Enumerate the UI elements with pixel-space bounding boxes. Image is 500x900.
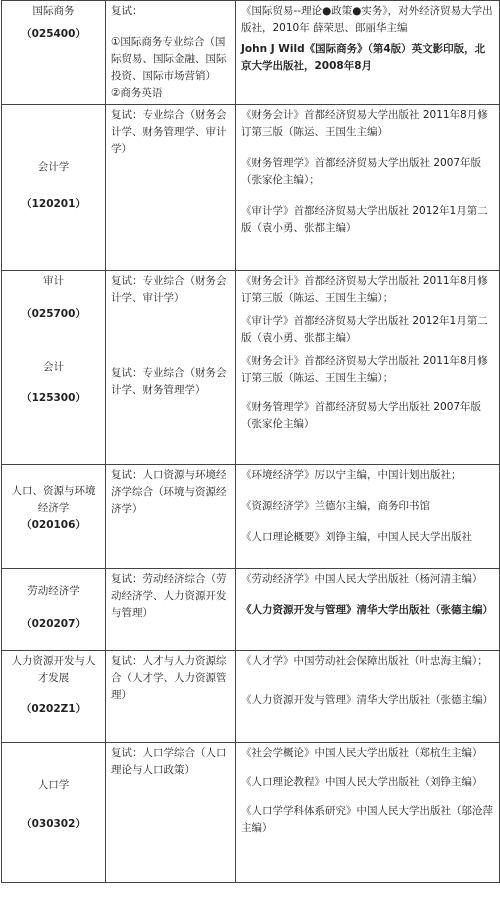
books-cell-line: 《人才学》中国劳动社会保障出版社（叶忠海主编）； [241, 655, 488, 667]
books-cell [236, 105, 500, 271]
exam-cell-line: 复试：专业综合（财务会计学、审计学） [111, 275, 227, 304]
table-row [2, 1, 500, 105]
exam-cell-line: 复试：专业综合（财务会计学、财务管理学、审计学） [111, 109, 227, 155]
books-cell-line: 《审计学》首都经济贸易大学出版社 2012年1月第二版（袁小勇、张都主编） [241, 205, 488, 234]
books-cell-line: 《财务管理学》首都经济贸易大学出版社 2007年版（张家伦主编） [241, 401, 482, 430]
books-cell-line: 《财务管理学》首都经济贸易大学出版社 2007年版（张家伦主编）； [241, 157, 482, 186]
books-cell-line: 《环境经济学》厉以宁主编，中国计划出版社； [241, 469, 462, 481]
major-cell-line: （125300） [21, 392, 86, 404]
major-cell [2, 743, 106, 883]
table-row [2, 569, 500, 651]
exam-cell [106, 271, 236, 465]
books-cell-line: 《人力资源开发与管理》清华大学出版社（张德主编） [241, 604, 493, 616]
books-cell [236, 651, 500, 743]
table-row [2, 465, 500, 569]
major-cell-line: 会计学 [37, 161, 70, 173]
books-cell-line: 《劳动经济学》中国人民大学出版社（杨河清主编） [241, 573, 483, 585]
major-cell-line: 审计 [43, 275, 64, 287]
major-cell [2, 569, 106, 651]
exam-cell [106, 105, 236, 271]
exam-cell [106, 651, 236, 743]
exam-cell-line: 复试：人口学综合（人口理论与人口政策） [111, 747, 227, 776]
exam-cell [106, 569, 236, 651]
books-cell-line: 《资源经济学》兰德尔主编，商务印书馆 [241, 500, 430, 512]
books-cell [236, 271, 500, 465]
exam-cell [106, 743, 236, 883]
major-cell-line: 劳动经济学 [27, 585, 80, 597]
books-cell-line: 《人口理论概要》刘铮主编，中国人民大学出版社 [241, 531, 472, 543]
exam-cell-line: 复试：劳动经济综合（劳动经济学、人力资源开发与管理） [111, 573, 227, 619]
major-cell [2, 1, 106, 105]
major-cell-line: （020207） [21, 618, 86, 630]
books-cell [236, 465, 500, 569]
books-cell-line: 《社会学概论》中国人民大学出版社（郑杭生主编） [241, 747, 483, 759]
exam-cell-line: 复试：人口资源与环境经济学综合（环境与资源经济学） [111, 469, 227, 515]
books-cell-line: 《财务会计》首都经济贸易大学出版社 2011年8月修订第三版（陈运、王国生主编） [241, 109, 488, 138]
table-body [2, 1, 500, 883]
table-row [2, 651, 500, 743]
table-row [2, 105, 500, 271]
major-cell [2, 465, 106, 569]
books-cell-line: 《国际贸易--理论●政策●实务》，对外经济贸易大学出版社，2010年 薛荣思、郎丽华主编 [241, 5, 493, 34]
major-cell [2, 651, 106, 743]
books-cell-line: 《审计学》首都经济贸易大学出版社 2012年1月第二版（袁小勇、张都主编） [241, 315, 488, 344]
major-cell-line: 人力资源开发与人才发展 [11, 655, 96, 684]
major-cell-line: （025700） [21, 308, 86, 320]
books-cell-line: 《财务会计》首都经济贸易大学出版社 2011年8月修订第三版（陈运、王国生主编）； [241, 355, 488, 384]
exam-cell-line: 复试： [111, 5, 143, 17]
books-cell [236, 569, 500, 651]
major-cell-line: 人口学 [37, 779, 70, 791]
major-cell-line: 会计 [43, 361, 64, 373]
exam-reference-table [1, 0, 500, 883]
major-cell-line: （030302） [21, 818, 86, 830]
books-cell-line: 《人力资源开发与管理》清华大学出版社（张德主编） [241, 694, 493, 706]
major-cell-line: （0202Z1） [20, 703, 87, 715]
major-cell [2, 105, 106, 271]
exam-cell [106, 465, 236, 569]
exam-cell-line: 复试：专业综合（财务会计学、财务管理学） [111, 367, 227, 396]
books-cell-line: 《财务会计》首都经济贸易大学出版社 2011年8月修订第三版（陈运、王国生主编）； [241, 275, 488, 304]
exam-cell-line: ②商务英语 [111, 87, 163, 99]
major-cell-line: （120201） [21, 198, 86, 210]
exam-cell-line: ①国际商务专业综合（国际贸易、国际金融、国际投资、国际市场营销） [111, 36, 227, 82]
major-cell-line: （025400） [21, 28, 86, 40]
books-cell [236, 743, 500, 883]
table-row [2, 743, 500, 883]
books-cell-line: 《人口学学科体系研究》中国人民大学出版社（邬沧萍主编） [241, 805, 493, 834]
major-cell [2, 271, 106, 465]
exam-cell [106, 1, 236, 105]
books-cell-line: 《人口理论教程》中国人民大学出版社（刘铮主编） [241, 776, 483, 788]
books-cell [236, 1, 500, 105]
major-cell-line: 人口、资源与环境经济学 [11, 485, 96, 514]
table-row [2, 271, 500, 465]
major-cell-line: 国际商务 [32, 5, 75, 17]
books-cell-line: John J Wild《国际商务》（第4版）英文影印版，北京大学出版社，2008年8月 [241, 43, 486, 72]
major-cell-line: （020106） [21, 519, 86, 531]
exam-cell-line: 复试：人才与人力资源综合（人才学、人力资源管理） [111, 655, 227, 701]
